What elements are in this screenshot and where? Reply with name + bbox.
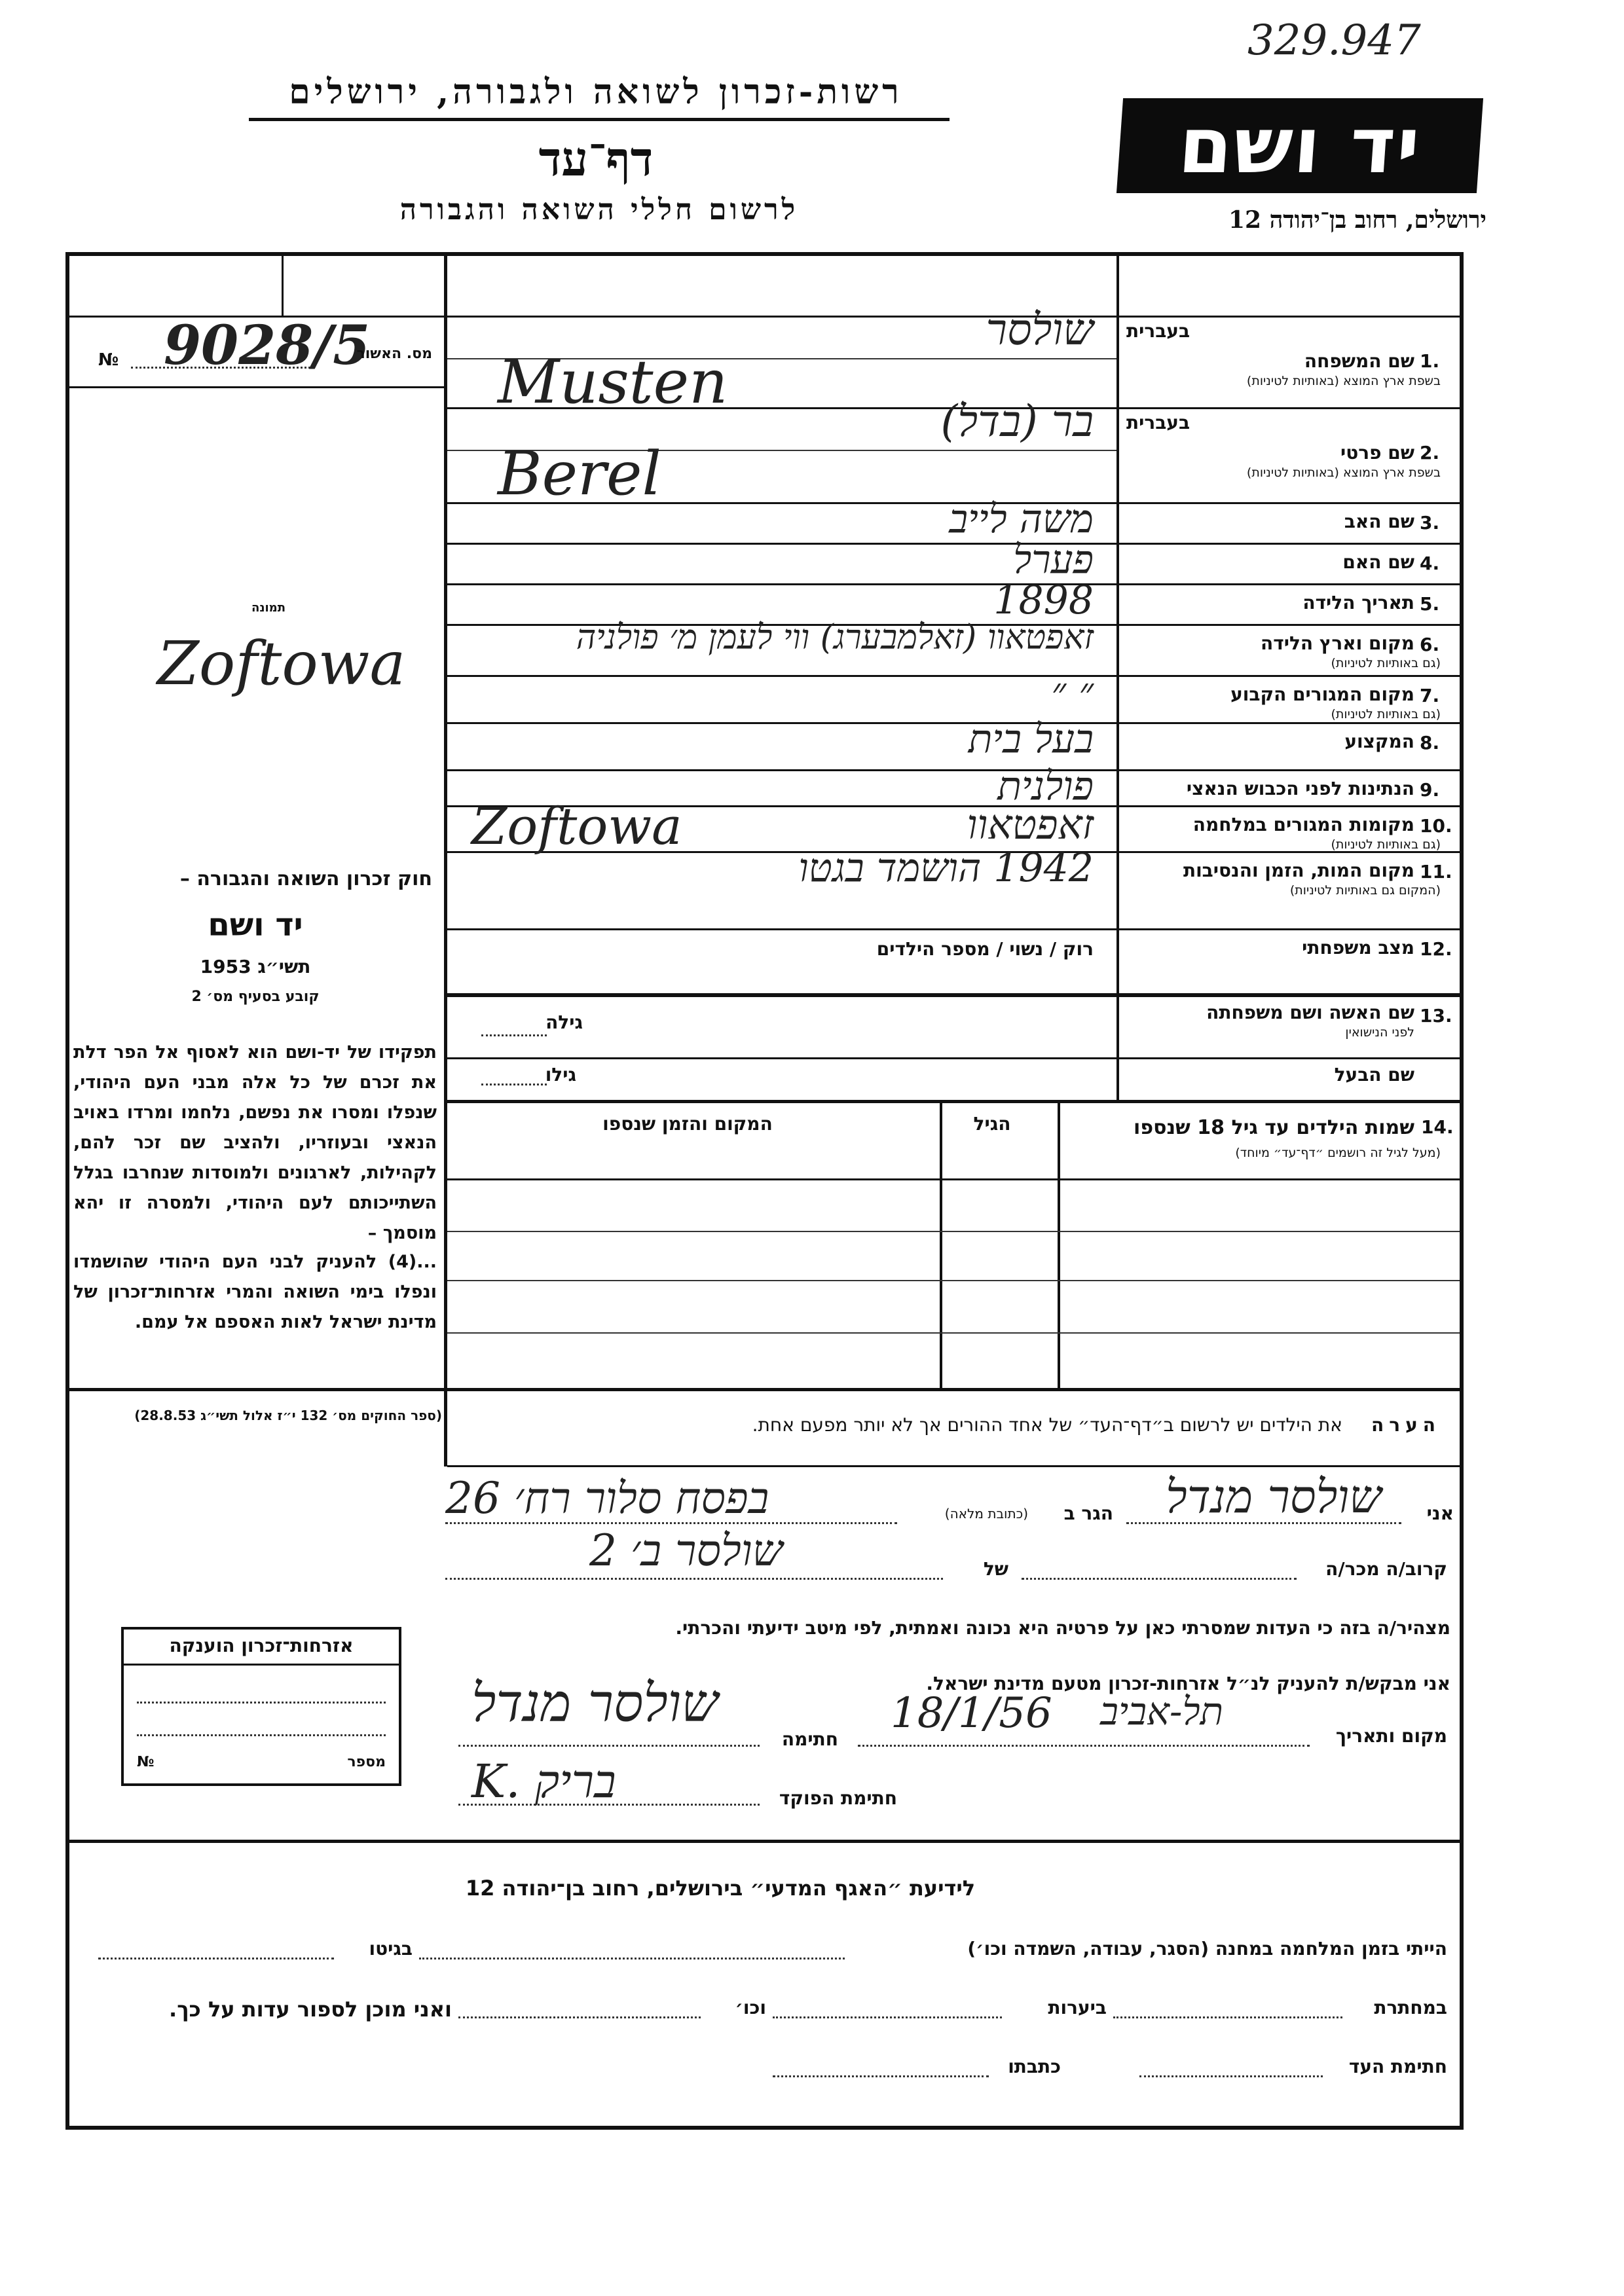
- frame-bottom: [65, 2126, 1464, 2130]
- field-number: 1.: [1420, 350, 1440, 372]
- yad-vashem-logo: [1116, 98, 1483, 193]
- field-value-latin: Berel: [498, 439, 661, 509]
- relation-value: שולסר ב׳ 2: [589, 1525, 783, 1576]
- field-label: שם המשפחה: [1304, 350, 1414, 372]
- frame-top: [65, 252, 1464, 256]
- field-number: 3.: [1420, 512, 1440, 534]
- footer-line1: הייתי בזמן המלחמה במחנה (הסגר, עבודה, השמדה וכו׳): [967, 1938, 1447, 1959]
- law-text-2: ...(4) להעניק לבני העם היהודי שהושמדו ונפלו בימי השואה והמרי אזרחות־זכרון של מדינת ישראל לאות האספם אל עמם.: [73, 1252, 437, 1332]
- children-col-place: המקום והזמן שנספו: [602, 1113, 773, 1135]
- law-name: יד ושם: [208, 907, 303, 943]
- field-value: פולנית: [997, 763, 1094, 809]
- field-value: 1942 הושמד בגטו: [798, 845, 1094, 891]
- place-dots: [858, 1745, 1310, 1747]
- law-section: קובע בסעיף מס׳ 2: [191, 989, 320, 1005]
- field-label: שם הבעל: [1334, 1064, 1414, 1085]
- date-value: 18/1/56: [891, 1689, 1052, 1738]
- field-sublabel: (גם באותיות לטיניות): [1331, 707, 1441, 721]
- field-value-hebrew: זאפטאוו: [967, 801, 1094, 848]
- wife-age-label: גילה: [545, 1011, 583, 1033]
- registration-label: מס. האשור: [356, 346, 432, 362]
- left-tick: [282, 252, 284, 316]
- field-label: הנתינות לפני הכבוש הנאצי: [1186, 778, 1414, 799]
- field-sublabel: (גם באותיות לטיניות): [1331, 837, 1441, 852]
- children-bottom-rule: [65, 1388, 1464, 1391]
- field-sublabel: בשפת ארץ המוצא (באותיות לטיניות): [1246, 465, 1441, 480]
- children-col-div-2: [940, 1100, 942, 1388]
- field-label: מקומות המגורים במלחמה: [1192, 814, 1414, 835]
- field-number: 10.: [1420, 815, 1452, 837]
- row-13-rule: [447, 995, 1460, 997]
- field-label: שם האב: [1344, 511, 1414, 532]
- children-header-rule: [447, 1178, 1460, 1180]
- children-col-div-1: [1058, 1100, 1060, 1388]
- children-row-3: [447, 1332, 1460, 1334]
- field-value-latin: Zoftowa: [471, 797, 682, 856]
- field-label: תאריך הלידה: [1302, 592, 1414, 613]
- law-reference: (ספר החוקים מס׳ 132 י״ז אלול תשי״ג 28.8.53): [134, 1408, 442, 1423]
- field-number: 9.: [1420, 779, 1440, 801]
- field-label: מצב משפחתי: [1302, 937, 1414, 958]
- field-label: שם פרטי: [1340, 442, 1414, 464]
- footer-ghetto-label: בגיטו: [369, 1938, 413, 1959]
- field-value: זאפטאוו (זאלמבערג) ווי לעמן מ׳ פולניה: [576, 618, 1094, 657]
- citizenship-title-rule: [124, 1664, 399, 1666]
- field-value-hebrew: שולסר: [986, 304, 1094, 355]
- field-value-latin: Musten: [498, 347, 728, 417]
- law-year: תשי״ג 1953: [200, 956, 311, 977]
- declarant-bottom-rule: [65, 1840, 1464, 1843]
- frame-left: [65, 252, 69, 2130]
- footer-address-dots: [773, 2075, 989, 2077]
- field-label: מקום המגורים הקבוע: [1230, 683, 1414, 705]
- field-value-hebrew: בר (בדל): [940, 396, 1094, 446]
- declarant-name: שולסר מנדל: [1166, 1470, 1382, 1523]
- field-label: שם האשה ושם משפחתה: [1206, 1002, 1414, 1023]
- citizenship-no-sign: №: [137, 1754, 155, 1770]
- place-value: תל-אביב: [1100, 1689, 1224, 1734]
- footer-forests-dots: [773, 2016, 1002, 2018]
- declarant-full-address: (כתובת מלאה): [944, 1506, 1028, 1522]
- husband-age-dots: [481, 1084, 547, 1085]
- form-subtitle: לרשום חללי השואה והגבורה: [399, 193, 799, 227]
- wife-age-dots: [481, 1034, 547, 1036]
- field-number: 8.: [1420, 732, 1440, 754]
- form-title: דף־עד: [538, 131, 654, 187]
- photo-handwriting: Zoftowa: [157, 629, 406, 699]
- field-hebrew-tag: בעברית: [1126, 320, 1190, 342]
- field-label: שם האם: [1342, 551, 1414, 573]
- footer-address-label: כתבתו: [1008, 2056, 1061, 2077]
- field-sublabel: (המקום גם באותיות לטיניות): [1289, 883, 1441, 898]
- request-text: אני מבקש/ת להעניק לנ״ל אזרחות-זכרון מטעם מדינת ישראל.: [926, 1673, 1450, 1694]
- place-date-label: מקום ותאריך: [1335, 1725, 1447, 1747]
- of-label: של: [983, 1558, 1008, 1580]
- children-no: 14.: [1421, 1116, 1454, 1138]
- frame-right: [1460, 252, 1464, 2130]
- signature-dots: [458, 1745, 760, 1747]
- note-label: הערה: [1371, 1414, 1441, 1436]
- law-title: חוק זכרון השואה והגבורה –: [179, 867, 432, 890]
- footer-forests-label: ביערות: [1048, 1997, 1107, 2018]
- citizenship-dots-1: [137, 1702, 386, 1704]
- field-number: 4.: [1420, 553, 1440, 574]
- field-sublabel: בשפת ארץ המוצא (באותיות לטיניות): [1246, 374, 1441, 388]
- row-14-rule: [447, 1057, 1460, 1059]
- footer-hiding-dots: [1113, 2016, 1342, 2018]
- signature-value: שולסר מנדל: [471, 1673, 718, 1734]
- field-value: ״ ״: [1051, 669, 1094, 715]
- relative-dots: [1022, 1578, 1297, 1580]
- field-value: משה לייב: [949, 496, 1094, 542]
- archive-number: 329.947: [1247, 16, 1421, 65]
- declarant-residing-label: הגר ב: [1063, 1503, 1113, 1524]
- header-address: ירושלים, רחוב בן־יהודה 12: [1228, 206, 1486, 234]
- children-sub: (מעל לגיל זה רושמים ״דף־עד״ מיוחד): [1235, 1146, 1441, 1160]
- citizenship-dots-2: [137, 1734, 386, 1736]
- footer-hiding-label: במחתרת: [1374, 1997, 1447, 2018]
- field-number: 6.: [1420, 634, 1440, 655]
- left-col-divider: [444, 252, 447, 1467]
- field-label: מקום וארץ הלידה: [1261, 632, 1414, 654]
- citizenship-box: [121, 1627, 401, 1786]
- husband-age-label: גילו: [545, 1064, 576, 1085]
- declarant-address: בפסח סלור רח׳ 26: [445, 1473, 769, 1523]
- footer-witness-dots: [1139, 2075, 1323, 2077]
- family-status-options: רוק / נשוי / מספר הילדים: [876, 938, 1094, 960]
- authority-line: רשות-זכרון לשואה ולגבורה, ירושלים: [289, 72, 903, 112]
- footer-ghetto-dots: [98, 1958, 334, 1959]
- citizenship-title: אזרחות־זכרון הוענקה: [169, 1635, 354, 1656]
- children-label: שמות הילדים עד גיל 18 שנספו: [1134, 1116, 1414, 1139]
- note-rule: [447, 1465, 1460, 1467]
- logo-text: יד ושם: [1175, 100, 1424, 191]
- row-rule: [447, 928, 1460, 930]
- field-label: מקום המות, הזמן והנסיבות: [1183, 860, 1414, 881]
- footer-witness-sig: חתימת העד: [1348, 2056, 1447, 2077]
- footer-ready-text: ואני מוכן לספור עדות על כך.: [169, 1997, 452, 2022]
- field-value: פערל: [1013, 537, 1094, 583]
- law-text-1: תפקידו של יד-ושם הוא לאסוף אל הפר דלת את זכרם של כל אלה מבני העם היהודי, שנפלו ומסרו את נפשם, נלחמו ומרדו באויב הנאצי ובעוזריו, ולהציב שם זכר להם, לקהילות, לארגונים ולמוסדות שנחרבו בגלל השתייכותם לעם היהודי, ולמסרה זו יהא מוסמך –: [73, 1042, 437, 1243]
- field-number: 5.: [1420, 593, 1440, 615]
- registration-no-sign: №: [98, 350, 119, 370]
- field-value: 1898: [993, 577, 1094, 623]
- children-col-age: הגיל: [973, 1113, 1011, 1135]
- relation-dots: [445, 1578, 943, 1580]
- authority-underline: [249, 118, 950, 121]
- official-label: חתימת הפוקד: [779, 1787, 897, 1809]
- field-number: 11.: [1420, 861, 1452, 883]
- field-number: 12.: [1420, 938, 1452, 960]
- declaration-text: מצהיר/ה בזה כי העדות שמסרתי כאן על פרטיה היא נכונה ואמתית, לפי מיטב ידיעתי והכרתי.: [675, 1617, 1450, 1639]
- field-sublabel: לפני הנישואין: [1345, 1025, 1414, 1040]
- field-label: המקצוע: [1344, 731, 1414, 752]
- declarant-i-label: אני: [1426, 1503, 1454, 1524]
- registration-number: 9028/5: [164, 314, 371, 377]
- footer-camp-dots: [419, 1958, 845, 1959]
- field-hebrew-tag: בעברית: [1126, 412, 1190, 433]
- citizenship-number-label: מספר: [347, 1754, 386, 1770]
- children-row-2: [447, 1280, 1460, 1281]
- relative-label: קרוב/ה מכר/ה: [1325, 1558, 1447, 1580]
- official-value: K. בריק: [471, 1755, 616, 1808]
- footer-title: לידיעת ״האגף המדעי״ בירושלים, רחוב בן־יהודה 12: [465, 1876, 976, 1901]
- note-text: את הילדים יש לרשום ב״דף־העד״ של אחד ההורים אך לא יותר מפעם אחת.: [752, 1414, 1342, 1436]
- field-number: 7.: [1420, 685, 1440, 706]
- row-15-rule: [447, 1100, 1460, 1103]
- field-number: 13.: [1420, 1005, 1452, 1027]
- field-number: 2.: [1420, 442, 1440, 464]
- field-value: בעל בית: [968, 716, 1094, 762]
- children-row-1: [447, 1231, 1460, 1232]
- signature-label: חתימה: [781, 1728, 838, 1750]
- left-reg-rule: [65, 386, 447, 388]
- footer-etc-dots: [458, 2016, 701, 2018]
- photo-label: תמונה: [251, 601, 286, 615]
- field-sublabel: (גם באותיות לטיניות): [1331, 656, 1441, 670]
- footer-etc-label: וכו׳: [735, 1997, 766, 2018]
